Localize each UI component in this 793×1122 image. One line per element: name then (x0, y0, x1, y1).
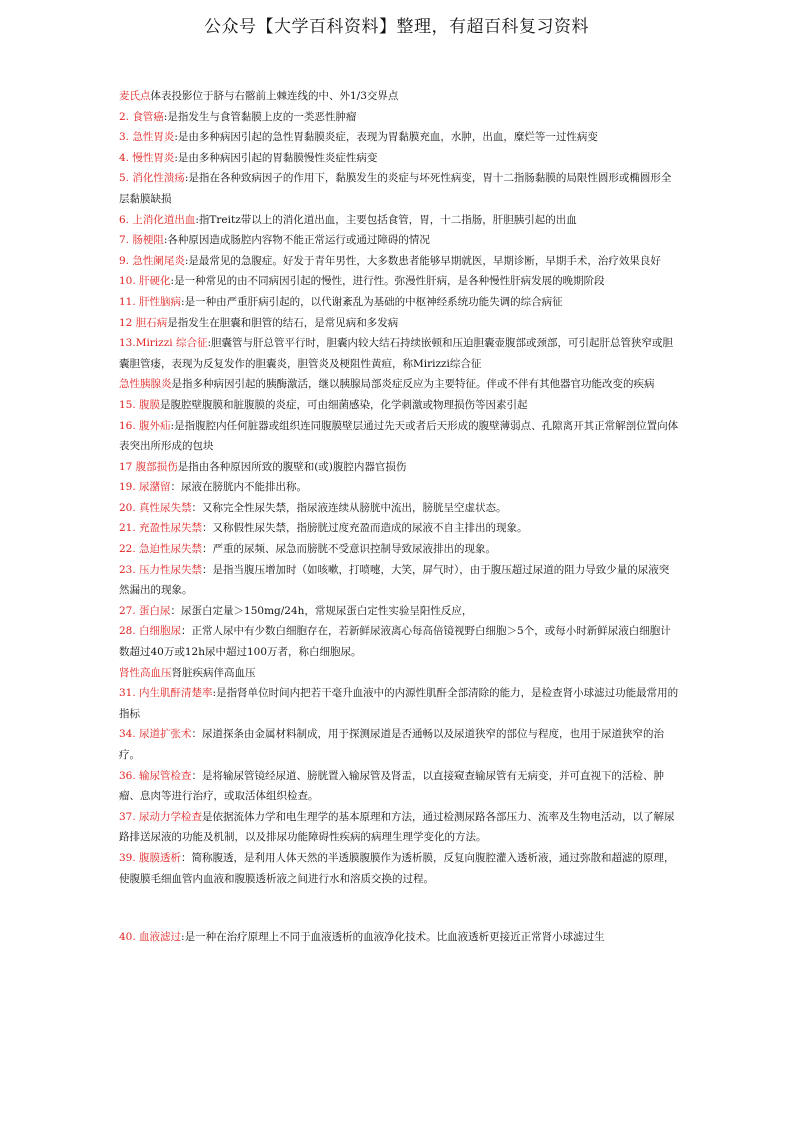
entry-definition: :是指在各种致病因子的作用下，黏膜发生的炎症与坏死性病变，胃十二指肠黏膜的局限性圆形或椭圆形全层黏膜缺损 (119, 172, 672, 205)
entry-definition: 是指多种病因引起的胰酶激活，继以胰腺局部炎症反应为主要特征。伴或不伴有其他器官功能改变的疾病 (171, 378, 655, 391)
entry-definition: ：尿道探条由金属材料制成，用于探测尿道是否通畅以及尿道狭窄的部位与程度，也用于尿道狭窄的治疗。 (119, 728, 665, 761)
glossary-entry (119, 724, 679, 765)
entry-term: 22. 急迫性尿失禁 (119, 543, 203, 556)
entry-term: 31. 内生肌酐清楚率 (119, 687, 213, 700)
entry-term: 10. 肝硬化 (119, 275, 171, 288)
entry-term: 3. 急性胃炎 (119, 131, 175, 144)
entry-term: 17 腹部损伤 (119, 460, 178, 473)
glossary-content (119, 86, 679, 948)
entry-term: 28. 白细胞尿 (119, 625, 182, 638)
entry-term: 34. 尿道扩张术 (119, 728, 192, 741)
entry-definition: :是一种在治疗原理上不同于血液透析的血液净化技术。比血液透析更接近正常肾小球滤过生 (181, 931, 605, 944)
glossary-entry (119, 560, 679, 601)
glossary-entry (119, 251, 679, 272)
glossary-entry (119, 766, 679, 807)
glossary-entry (119, 333, 679, 374)
glossary-entry (119, 457, 679, 478)
entry-definition: 是指由各种原因所致的腹壁和(或)腹腔内器官损伤 (177, 460, 407, 473)
glossary-entry (119, 127, 679, 148)
entry-definition: :是一种由严重肝病引起的，以代谢紊乱为基础的中枢神经系统功能失调的综合病征 (181, 295, 563, 308)
glossary-entry (119, 230, 679, 251)
entry-term: 9. 急性阑尾炎 (119, 254, 185, 267)
entry-term: 23. 压力性尿失禁 (119, 563, 203, 576)
entry-term: 39. 腹膜透析 (119, 851, 182, 864)
entry-definition: :是由多种病因引起的急性胃黏膜炎症，表现为胃黏膜充血，水肿，出血，糜烂等一过性病变 (174, 131, 598, 144)
glossary-entry (119, 621, 679, 662)
glossary-entry (119, 663, 679, 684)
entry-term: 4. 慢性胃炎 (119, 151, 175, 164)
entry-definition: :各种原因造成肠腔内容物不能正常运行或通过障碍的情况 (163, 234, 430, 247)
entry-definition: ：又称完全性尿失禁，指尿液连续从膀胱中流出，膀胱呈空虚状态。 (191, 501, 507, 514)
glossary-entry (119, 292, 679, 313)
entry-definition: ：是指当腹压增加时（如咳嗽，打喷嚏，大笑，屏气时），由于腹压超过尿道的阻力导致少量的尿液突然漏出的现象。 (119, 563, 670, 597)
glossary-entry (119, 416, 679, 457)
glossary-entry (119, 313, 679, 334)
entry-term: 40. 血液滤过 (119, 931, 182, 944)
glossary-entry (119, 518, 679, 539)
entry-term: 15. 腹膜 (119, 398, 161, 411)
entry-term: 11. 肝性脑病 (119, 295, 182, 308)
glossary-entry (119, 601, 679, 622)
entry-term: 19. 尿潴留 (119, 481, 171, 494)
entry-definition: ：尿液在膀胱内不能排出称。 (170, 481, 308, 494)
entry-term: 7. 肠梗阻 (119, 234, 164, 247)
entry-definition: :是指腹腔内任何脏器或组织连同腹膜壁层通过先天或者后天形成的腹壁薄弱点、孔隙离开其正常解剖位置向体表突出所形成的包块 (119, 419, 679, 453)
page-header: 公众号【大学百科资料】整理，有超百科复习资料 (204, 17, 589, 37)
glossary-entry (119, 210, 679, 231)
entry-term: 13.Mirizzi 综合征 (119, 337, 208, 350)
glossary-entry (119, 374, 679, 395)
glossary-entry (119, 477, 679, 498)
entry-term: 27. 蛋白尿 (119, 604, 171, 617)
glossary-entry (119, 107, 679, 128)
glossary-entry (119, 927, 679, 948)
glossary-entry (119, 395, 679, 416)
entry-definition: ：正常人尿中有少数白细胞存在，若新鲜尿液离心每高倍镜视野白细胞＞5个，或每小时新鲜尿液白细胞计数超过40万或12h尿中超过100万者，称白细胞尿。 (119, 625, 671, 659)
entry-term: 5. 消化性溃疡 (119, 172, 185, 185)
entry-term: 肾性高血压 (119, 666, 172, 679)
entry-definition: :胆囊管与肝总管平行时，胆囊内较大结石持续嵌顿和压迫胆囊壶腹部或颈部，可引起肝总管狭窄或胆囊胆管瘘，表现为反复发作的胆囊炎，胆管炎及梗阻性黄疸，称Mirizzi综合征 (119, 337, 673, 370)
glossary-entry (119, 539, 679, 560)
entry-term: 急性胰腺炎 (119, 378, 172, 391)
entry-definition: 体表投影位于脐与右髂前上棘连线的中、外1/3交界点 (150, 90, 399, 102)
glossary-entry (119, 148, 679, 169)
entry-term: 36. 输尿管检查 (119, 769, 192, 782)
glossary-entry (119, 807, 679, 848)
entry-term: 16. 腹外疝 (119, 419, 171, 432)
entry-definition: :是由多种病因引起的胃黏膜慢性炎症性病变 (174, 151, 378, 164)
entry-definition: ：尿蛋白定量＞150mg/24h，常规尿蛋白定性实验呈阳性反应， (170, 604, 473, 617)
entry-definition: 是指发生在胆囊和胆管的结石，是常见病和多发病 (167, 316, 399, 329)
entry-term: 20. 真性尿失禁 (119, 501, 192, 514)
entry-definition: 肾脏疾病伴高血压 (171, 666, 256, 679)
glossary-entry (119, 498, 679, 519)
entry-term: 37. 尿动力学检查 (119, 810, 203, 823)
glossary-entry (119, 168, 679, 209)
entry-term: 6. 上消化道出血 (119, 213, 196, 226)
entry-term: 12 胆石病 (119, 316, 168, 329)
entry-definition: :是指肾单位时间内把若干毫升血液中的内源性肌酐全部清除的能力，是检查肾小球滤过功能最常用的指标 (119, 687, 679, 720)
entry-term: 2. 食管癌 (119, 110, 164, 123)
glossary-entry (119, 848, 679, 889)
glossary-entry (119, 86, 679, 107)
entry-term: 麦氏点 (119, 90, 151, 102)
entry-definition: :是指发生与食管黏膜上皮的一类恶性肿瘤 (163, 110, 357, 123)
vertical-spacer (119, 889, 679, 927)
entry-definition: :是最常见的急腹症。好发于青年男性，大多数患者能够早期就医，早期诊断，早期手术，治疗效果良好 (184, 254, 661, 267)
entry-definition: ：简称腹透，是利用人体天然的半透膜腹膜作为透析膜，反复向腹腔灌入透析液，通过弥散和超滤的原理，使腹膜毛细血管内血液和腹膜透析液之间进行水和溶质交换的过程。 (119, 851, 675, 885)
glossary-entry (119, 271, 679, 292)
entry-definition: 是依据流体力学和电生理学的基本原理和方法，通过检测尿路各部压力、流率及生物电活动，以了解尿路排送尿液的功能及机制，以及排尿功能障碍性疾病的病理生理学变化的方法。 (119, 810, 675, 844)
entry-definition: ：是将输尿管镜经尿道、膀胱置入输尿管及肾盂，以直接窥查输尿管有无病变，并可直视下的活检、肿瘤、息肉等进行治疗，或取活体组织检查。 (119, 769, 665, 803)
entry-definition: 是腹腔壁腹膜和脏腹膜的炎症，可由细菌感染，化学刺激或物理损伤等因素引起 (160, 398, 528, 411)
entry-definition: :是一种常见的由不同病因引起的慢性，进行性。弥漫性肝病，是各种慢性肝病发展的晚期阶段 (170, 275, 605, 288)
entry-definition: ：严重的尿频、尿急而膀胱不受意识控制导致尿液排出的现象。 (202, 543, 497, 556)
glossary-entry (119, 683, 679, 724)
entry-term: 21. 充盈性尿失禁 (119, 522, 203, 535)
entry-definition: ：又称假性尿失禁，指膀胱过度充盈而造成的尿液不自主排出的现象。 (202, 522, 528, 535)
entry-definition: :指Treitz带以上的消化道出血，主要包括食管，胃，十二指肠，肝胆胰引起的出血 (195, 213, 577, 226)
